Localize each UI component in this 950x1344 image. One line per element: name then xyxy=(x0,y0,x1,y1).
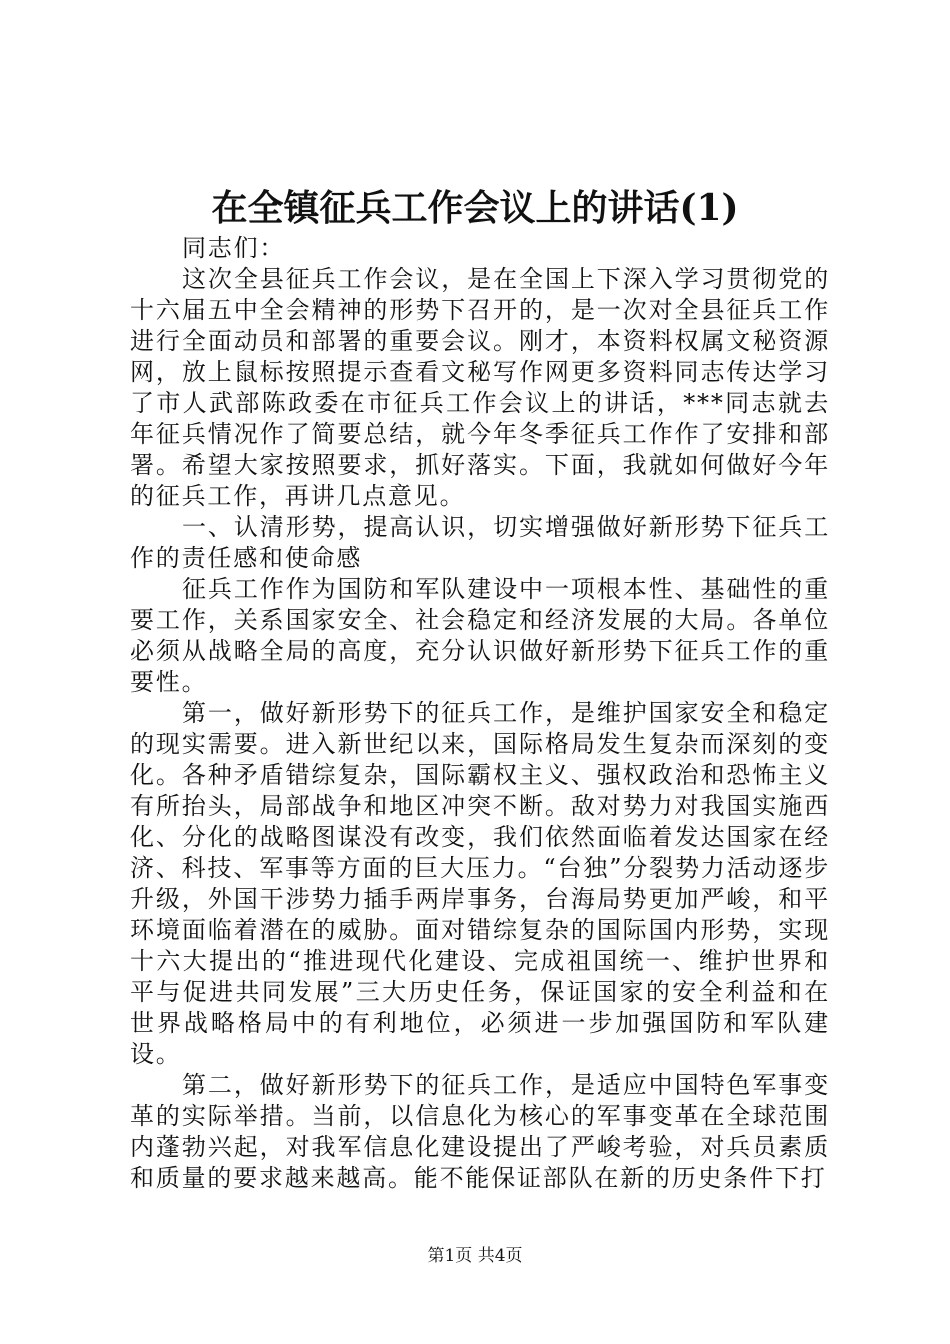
section-heading-1: 一、认清形势，提高认识，切实增强做好新形势下征兵工作的责任感和使命感 xyxy=(130,513,830,572)
paragraph-intro: 这次全县征兵工作会议，是在全国上下深入学习贯彻党的十六届五中全会精神的形势下召开的，是一次对全县征兵工作进行全面动员和部署的重要会议。刚才，本资料权属文秘资源网，放上鼠标按照提示查看文秘写作网更多资料同志传达学习了市人武部陈政委在市征兵工作会议上的讲话，***同志就去年征兵情况作了简要总结，就今年冬季征兵工作作了安排和部署。希望大家按照要求，抓好落实。下面，我就如何做好今年的征兵工作，再讲几点意见。 xyxy=(130,265,830,510)
paragraph-first-point: 第一，做好新形势下的征兵工作，是维护国家安全和稳定的现实需要。进入新世纪以来，国际格局发生复杂而深刻的变化。各种矛盾错综复杂，国际霸权主义、强权政治和恐怖主义有所抬头，局部战争和地区冲突不断。敌对势力对我国实施西化、分化的战略图谋没有改变，我们依然面临着发达国家在经济、科技、军事等方面的巨大压力。“台独”分裂势力活动逐步升级，外国干涉势力插手两岸事务，台海局势更加严峻，和平环境面临着潜在的威胁。面对错综复杂的国际国内形势，实现十六大提出的“推进现代化建设、完成祖国统一、维护世界和平与促进共同发展”三大历史任务，保证国家的安全利益和在世界战略格局中的有利地位，必须进一步加强国防和军队建设。 xyxy=(130,699,830,1068)
paragraph-second-point: 第二，做好新形势下的征兵工作，是适应中国特色军事变革的实际举措。当前，以信息化为核心的军事变革在全球范围内蓬勃兴起，对我军信息化建设提出了严峻考验，对兵员素质和质量的要求越来越高。能不能保证部队在新的历史条件下打 xyxy=(130,1071,830,1192)
paragraph-importance: 征兵工作作为国防和军队建设中一项根本性、基础性的重要工作，关系国家安全、社会稳定和经济发展的大局。各单位必须从战略全局的高度，充分认识做好新形势下征兵工作的重要性。 xyxy=(130,575,830,696)
document-body xyxy=(130,233,830,1194)
page-footer: 第1页 共4页 xyxy=(427,1246,523,1266)
salutation: 同志们： xyxy=(182,234,286,262)
document-title: 在全镇征兵工作会议上的讲话(1) xyxy=(211,187,739,229)
